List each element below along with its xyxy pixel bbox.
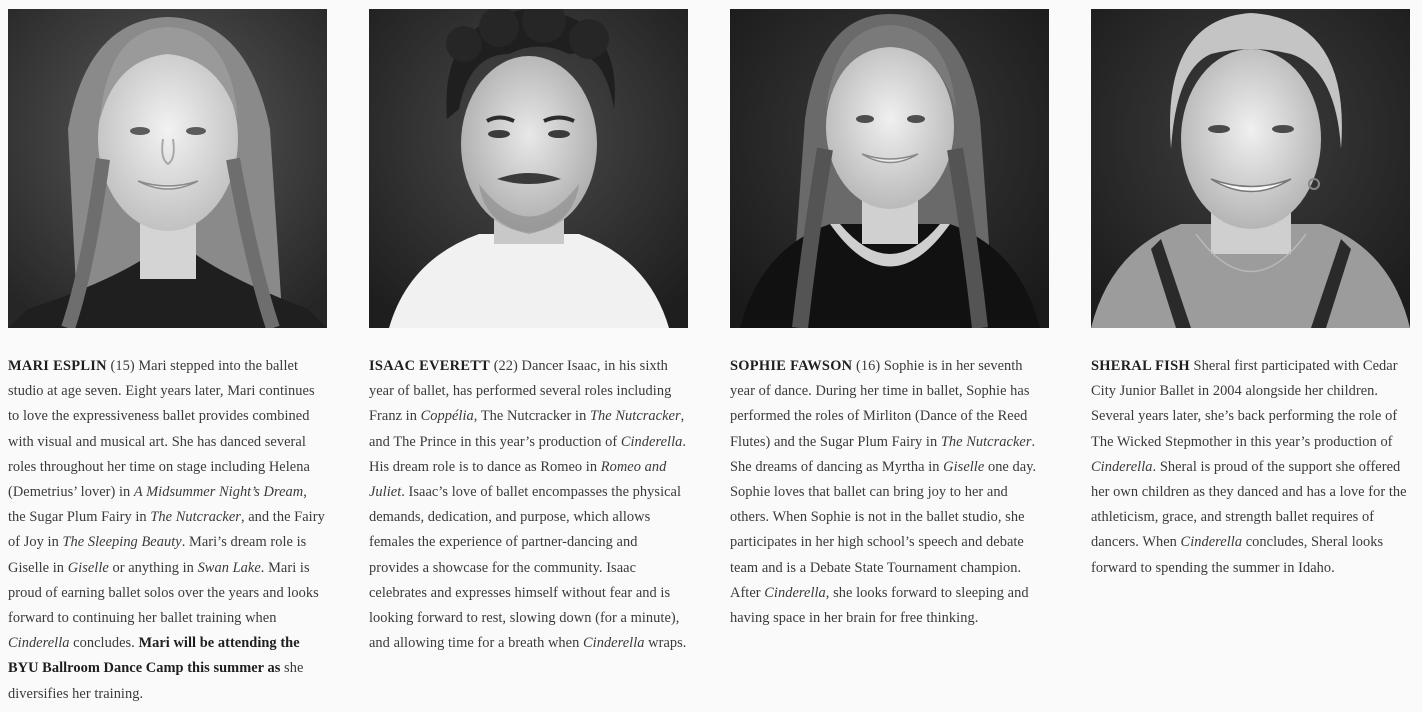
dancer-name: MARI ESPLIN — [8, 358, 107, 374]
bio-segment: (16) Sophie is in her seventh year of dance. During her time in ballet, Sophie has performed the roles of Mirliton (Dance of the Reed Flutes) and the Sugar Plum Fairy in — [730, 358, 1030, 450]
dancer-card — [369, 9, 688, 707]
dancer-photo — [8, 9, 327, 328]
dancer-name: SHERAL FISH — [1091, 358, 1190, 374]
bio-segment: , The Nutcracker in — [473, 408, 590, 425]
bio-title: A Midsummer Night’s Dream — [133, 484, 304, 501]
dancer-name: SOPHIE FAWSON — [730, 358, 853, 374]
bio-segment: or anything in — [108, 559, 198, 576]
bio-segment: she diversifies her training. — [8, 660, 304, 702]
dancer-card — [1091, 9, 1410, 707]
portrait-image — [369, 9, 688, 328]
bio-segment: , and the Fairy of Joy in — [8, 509, 325, 551]
bio-title: Cinderella — [764, 584, 826, 601]
bio-text — [730, 358, 1036, 626]
bio-segment: one day. Sophie loves that ballet can bring joy to her and others. When Sophie is not in the ballet studio, she participates in her high school’s speech and debate team and is a Debate State Tournament champion. After — [730, 458, 1037, 601]
dancer-grid — [8, 9, 1412, 707]
bio-title: Giselle — [67, 559, 109, 576]
dancer-name: ISAAC EVERETT — [369, 358, 491, 374]
bio-segment: . She dreams of dancing as Myrtha in — [730, 433, 1036, 475]
bio-title: Cinderella — [1180, 534, 1243, 551]
bio-segment: , and The Prince in this year’s production of — [369, 408, 685, 450]
bio-title: Cinderella — [8, 635, 70, 652]
bio-segment: Sheral first participated with Cedar City Junior Ballet in 2004 alongside her children. Several years later, she’s back performing the role of The Wicked Stepmother in this year’s production of — [1091, 358, 1398, 450]
dancer-bio — [730, 354, 1049, 631]
dancer-photo — [730, 9, 1049, 328]
bio-title: Coppélia — [420, 408, 474, 425]
portrait-image — [8, 9, 327, 328]
bio-highlight: Mari will be attending the BYU Ballroom Dance Camp this summer as — [8, 635, 300, 677]
dancer-bio — [1091, 354, 1410, 581]
dancer-photo — [1091, 9, 1410, 328]
bio-segment: . Isaac’s love of ballet encompasses the physical demands, dedication, and purpose, which allows females the experience of partner-dancing and provides a showcase for the community. Isaac celebrates and expresses himself without fear and is looking forward to rest, slowing down (for a minute), and allowing time for a breath when — [369, 484, 682, 652]
bio-title: The Nutcracker — [590, 408, 681, 425]
portrait-image — [1091, 9, 1410, 328]
bio-text — [8, 358, 325, 702]
bio-title: Swan Lake — [197, 559, 261, 576]
bio-title: Romeo and Juliet — [369, 458, 667, 501]
bio-text — [369, 358, 686, 651]
bio-title: Cinderella — [583, 635, 645, 652]
dancer-bio — [8, 354, 327, 707]
bio-title: The Nutcracker — [150, 509, 241, 526]
portrait-image — [730, 9, 1049, 328]
bio-title: The Sleeping Beauty — [62, 534, 182, 551]
dancer-card — [8, 9, 327, 707]
bio-title: Giselle — [943, 458, 985, 475]
dancer-card — [730, 9, 1049, 707]
bio-text — [1091, 358, 1407, 576]
dancer-bio — [369, 354, 688, 656]
bio-segment: . His dream role is to dance as Romeo in — [369, 433, 687, 475]
bio-segment: (22) Dancer Isaac, in his sixth year of ballet, has performed several roles including Franz in — [369, 358, 672, 425]
bio-segment: concludes. — [69, 635, 139, 652]
bio-title: Cinderella — [1091, 458, 1153, 475]
bio-title: Cinderella — [620, 433, 683, 450]
bio-segment: concludes, Sheral looks forward to spending the summer in Idaho. — [1091, 534, 1384, 576]
bio-title: The Nutcracker — [940, 433, 1032, 450]
bio-segment: , she looks forward to sleeping and having space in her brain for free thinking. — [730, 584, 1029, 627]
bio-segment: . Mari is proud of earning ballet solos over the years and looks forward to continuing her ballet training when — [8, 559, 319, 627]
dancer-photo — [369, 9, 688, 328]
bio-segment: . Sheral is proud of the support she offered her own children as they danced and has a love for the athleticism, grace, and strength ballet requires of dancers. When — [1091, 458, 1407, 551]
bio-segment: wraps. — [644, 635, 687, 652]
bio-segment: . Mari’s dream role is Giselle in — [8, 534, 307, 576]
bio-segment: (15) Mari stepped into the ballet studio at age seven. Eight years later, Mari continues to love the expressiveness ballet provides combined with visual and musical art. She has danced several roles throughout her time on stage including Helena (Demetrius’ lover) in — [8, 358, 315, 501]
bio-segment: , the Sugar Plum Fairy in — [8, 484, 307, 526]
